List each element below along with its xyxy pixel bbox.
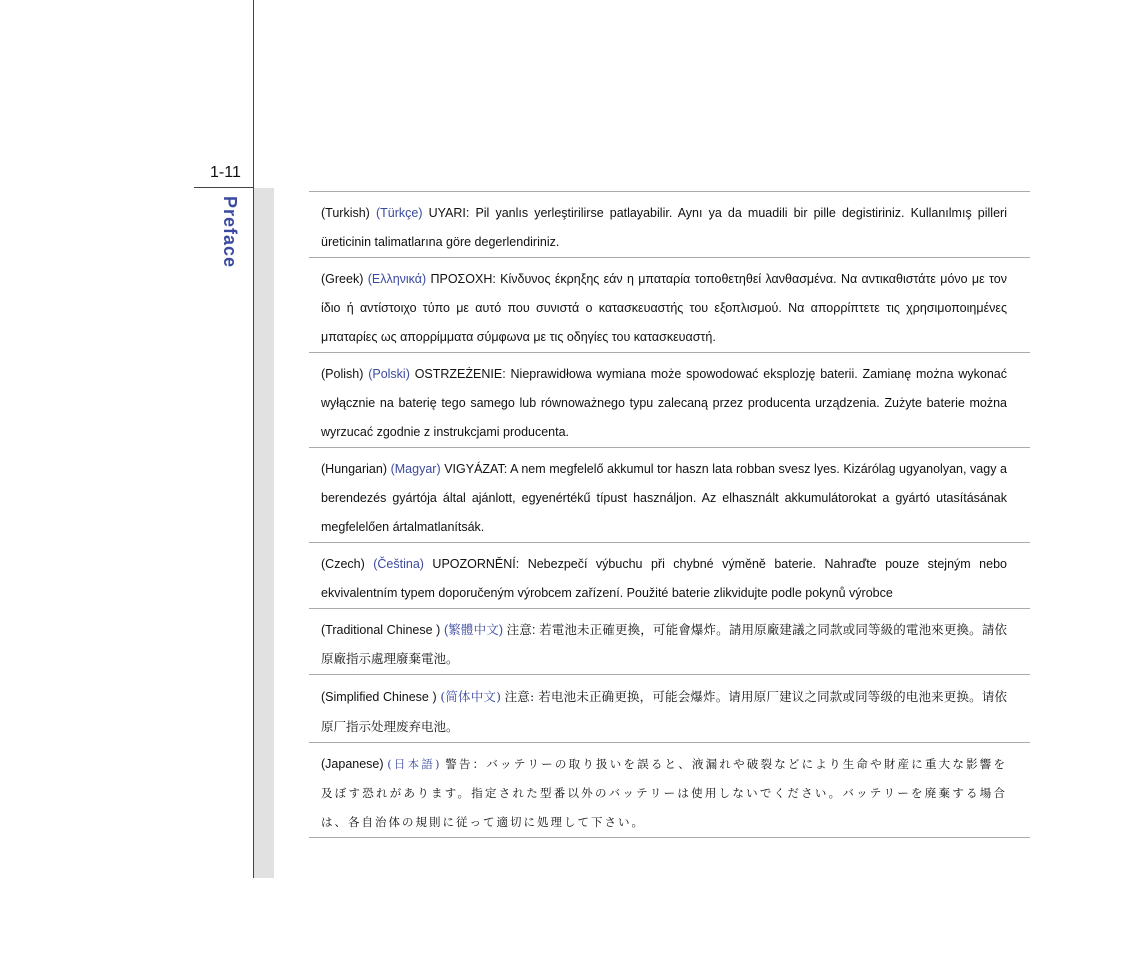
warning-traditional-chinese	[309, 609, 1030, 675]
warning-text: UYARI: Pil yanlıs yerleştirilirse patlayabilir. Aynı ya da muadili bir pille degistiriniz. Kullanılmış pilleri üreticinin talimatlarına göre degerlendiriniz.	[321, 206, 1007, 249]
native-language-label: (日本語)	[387, 757, 442, 771]
language-label: (Greek)	[321, 272, 364, 286]
language-label: (Polish)	[321, 367, 364, 381]
native-language-label: (Polski)	[368, 367, 410, 381]
warning-simplified-chinese	[309, 675, 1030, 743]
native-language-label: (Čeština)	[373, 557, 424, 571]
warning-text: UPOZORNĚNÍ: Nebezpečí výbuchu při chybné výměně baterie. Nahraďte pouze stejným nebo ekvivalentním typem doporučeným výrobcem zařízení. Použité baterie zlikvidujte podle pokynů výrobce	[321, 557, 1007, 600]
side-strip	[254, 188, 274, 878]
warning-text: 注意: 若電池未正確更換，可能會爆炸。請用原廠建議之同款或同等級的電池來更換。請依原廠指示處理廢棄電池。	[321, 623, 1007, 666]
warning-text: 注意: 若电池未正确更换，可能会爆炸。请用原厂建议之同款或同等级的电池来更换。请依原厂指示处理废弃电池。	[321, 689, 1007, 734]
page-number: 1-11	[210, 164, 241, 181]
warning-text: VIGYÁZAT: A nem megfelelő akkumul tor haszn lata robban svesz lyes. Kizárólag ugyanolyan, vagy a berendezés gyártója által ajánlott, egyenértékű típust használjon. Az elhasznált akkumulátorokat a gyártó utasításának megfelelően ártalmatlanítsák.	[321, 462, 1007, 534]
warning-polish	[309, 353, 1030, 448]
warning-text: OSTRZEŻENIE: Nieprawidłowa wymiana może spowodować eksplozję baterii. Zamianę można wykonać wyłącznie na baterię tego samego lub równoważnego typu zalecaną przez producenta urządzenia. Zużyte baterie można wyrzucać zgodnie z instrukcjami producenta.	[321, 367, 1007, 439]
warning-text: ΠΡΟΣΟΧΗ: Κίνδυνος έκρηξης εάν η μπαταρία τοποθετηθεί λανθασμένα. Να αντικαθιστάτε μόνο με τον ίδιο ή αντίστοιχο τύπο με αυτό που συνιστά ο κατασκευαστής του εξοπλισμού. Να απορρίπτετε τις χρησιμοποιημένες μπαταρίες ως απορρίμματα σύμφωνα με τις οδηγίες του κατασκευαστή.	[321, 272, 1007, 344]
native-language-label: (Türkçe)	[375, 206, 423, 220]
native-language-label: (Magyar)	[390, 462, 441, 476]
warning-turkish	[309, 192, 1030, 258]
warning-hungarian	[309, 448, 1030, 543]
warning-czech	[309, 543, 1030, 609]
language-label: (Czech)	[321, 557, 365, 571]
language-label: (Simplified Chinese )	[321, 690, 437, 704]
language-label: (Japanese)	[321, 757, 384, 771]
warning-text: 警告：バッテリーの取り扱いを誤ると、液漏れや破裂などにより生命や財産に重大な影響を及ぼす恐れがあります。指定された型番以外のバッテリーは使用しないでください。バッテリーを廃棄する場合は、各自治体の規則に従って適切に処理して下さい。	[321, 757, 1007, 829]
native-language-label: (简体中文)	[440, 689, 501, 704]
header-rule	[194, 187, 254, 188]
native-language-label: (Ελληνικά)	[367, 272, 427, 286]
language-label: (Traditional Chinese )	[321, 623, 441, 637]
margin-rule-top	[253, 0, 254, 188]
language-label: (Turkish)	[321, 206, 370, 220]
warning-japanese	[309, 743, 1030, 838]
warning-greek	[309, 258, 1030, 353]
section-title: Preface	[220, 196, 240, 269]
battery-warnings-list	[309, 191, 1030, 838]
language-label: (Hungarian)	[321, 462, 388, 476]
native-language-label: (繁體中文)	[443, 623, 504, 637]
